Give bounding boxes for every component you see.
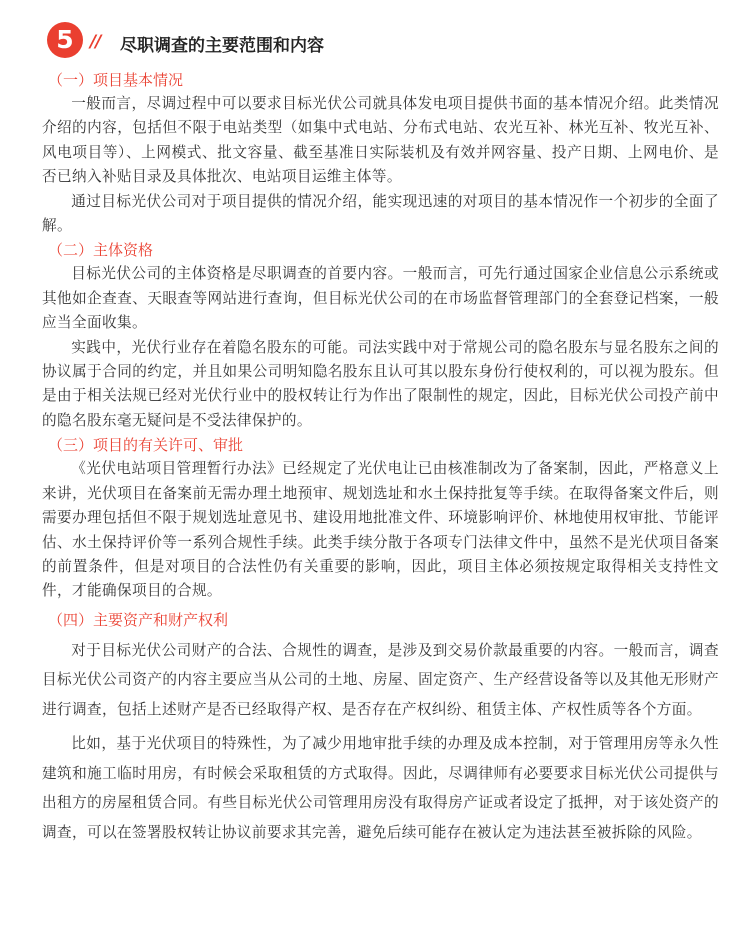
- section-header: [42, 18, 719, 62]
- slash-decoration: //: [90, 32, 101, 52]
- section-heading-permits: （三）项目的有关许可、审批: [48, 436, 244, 455]
- paragraph: 对于目标光伏公司财产的合法、合规性的调查，是涉及到交易价款最重要的内容。一般而言，调查目标光伏公司资产的内容主要应当从公司的土地、房屋、固定资产、生产经营设备等以及其他无形财产进行调查，包括上述财产是否已经取得产权、是否存在产权纠纷、租赁主体、产权性质等各个方面。: [42, 641, 719, 718]
- paragraph: 《光伏电站项目管理暂行办法》已经规定了光伏电让已由核准制改为了备案制，因此，严格意义上来讲，光伏项目在备案前无需办理土地预审、规划选址和水土保持批复等手续。在取得备案文件后，则需要办理包括但不限于规划选址意见书、建设用地批准文件、环境影响评价、林地使用权审批、节能评估、水土保持评价等一系列合规性手续。此类手续分散于各项专门法律文件中，虽然不是光伏项目备案的前置条件，但是对项目的合法性仍有关重要的影响，因此，项目主体必须按规定取得相关支持性文件，才能确保项目的合规。: [42, 460, 719, 600]
- section-heading-basic-info: （一）项目基本情况: [48, 71, 184, 89]
- section-heading-qualification: （二）主体资格: [48, 241, 154, 260]
- paragraph: 比如，基于光伏项目的特殊性，为了减少用地审批手续的办理及成本控制，对于管理用房等永久性建筑和施工临时用房，有时候会采取租赁的方式取得。因此，尽调律师有必要要求目标光伏公司提供与出租方的房屋租赁合同。有些目标光伏公司管理用房没有取得房产证或者设定了抵押，对于该处资产的调查，可以在签署股权转让协议前要求其完善，避免后续可能存在被认定为违法甚至被拆除的风险。: [42, 735, 719, 841]
- section-3: [42, 433, 719, 603]
- paragraph: 通过目标光伏公司对于项目提供的情况介绍，能实现迅速的对项目的基本情况作一个初步的全面了解。: [42, 192, 719, 235]
- section-title: 尽职调查的主要范围和内容: [120, 36, 324, 56]
- section-number-badge: 5: [47, 22, 83, 58]
- paragraph: 目标光伏公司的主体资格是尽职调查的首要内容。一般而言，可先行通过国家企业信息公示系统或其他如企查查、天眼查等网站进行查询，但目标光伏公司的在市场监督管理部门的全套登记档案，一般应当全面收集。: [42, 265, 719, 332]
- paragraph: 一般而言，尽调过程中可以要求目标光伏公司就具体发电项目提供书面的基本情况介绍。此类情况介绍的内容，包括但不限于电站类型（如集中式电站、分布式电站、农光互补、林光互补、牧光互补、风电项目等）、上网模式、批文容量、截至基准日实际装机及有效并网容量、投产日期、上网电价、是否已纳入补贴目录及具体批次、电站项目运维主体等。: [42, 95, 719, 186]
- paragraph: 实践中，光伏行业存在着隐名股东的可能。司法实践中对于常规公司的隐名股东与显名股东之间的协议属于合同的约定，并且如果公司明知隐名股东且认可其以股东身份行使权利的，可以视为股东。但是由于相关法规已经对光伏行业中的股权转让行为作出了限制性的规定，因此，目标光伏公司投产前中的隐名股东毫无疑问是不受法律保护的。: [42, 338, 719, 429]
- section-1: [42, 68, 719, 238]
- section-heading-assets: （四）主要资产和财产权利: [48, 610, 229, 629]
- section-2: [42, 238, 719, 433]
- section-4: [42, 608, 719, 848]
